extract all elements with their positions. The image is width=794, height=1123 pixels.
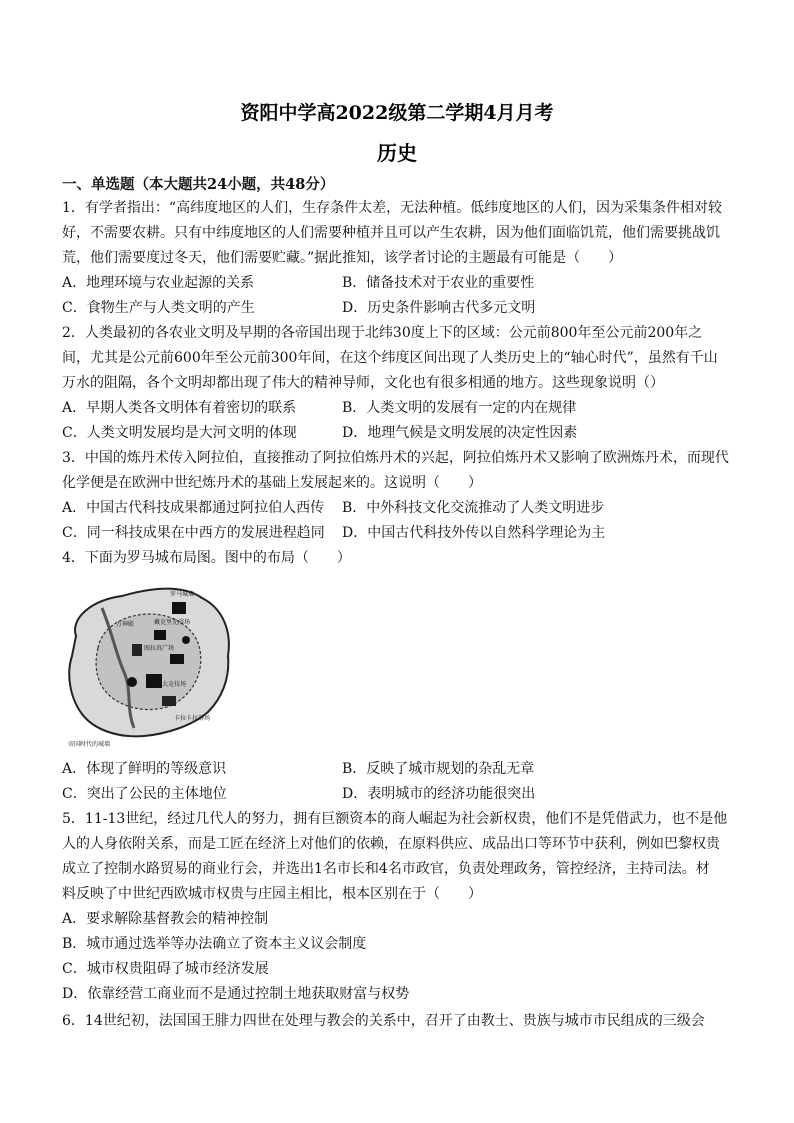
q5-option-a: A．要求解除基督教会的精神控制 [62, 911, 269, 927]
q4-stem-line: 4．下面为罗马城布局图。图中的布局（ ） [62, 550, 351, 566]
inner-city-wall [96, 614, 201, 710]
q1-stem-line: 1．有学者指出：“高纬度地区的人们，生存条件太差，无法种植。低纬度地区的人们，因为采集条件相对较 [62, 200, 723, 216]
q2-option-b: B．人类文明的发展有一定的内在规律 [342, 400, 577, 416]
q4-option-b: B．反映了城市规划的杂乱无章 [342, 761, 535, 777]
q2-option-a: A．早期人类各文明体有着密切的联系 [62, 400, 297, 416]
building-block [154, 630, 166, 640]
q2-stem-line: 间，尤其是公元前600年至公元前300年间，在这个纬度区间出现了人类历史上的“轴心时代”，虽然有千山 [62, 350, 718, 366]
q2-stem-line: 万水的阻隔，各个文明却都出现了伟大的精神导师，文化也有很多相通的地方。这些现象说明（） [62, 375, 664, 391]
building-block [162, 696, 176, 706]
q3-option-b: B．中外科技文化交流推动了人类文明进步 [342, 500, 605, 516]
q1-stem-line: 好，不需要农耕。只有中纬度地区的人们需要种植并且可以产生农耕，因为他们面临饥荒，他们需要挑战饥 [62, 225, 720, 241]
map-label: 戴克里先浴场 [154, 619, 191, 626]
q2-stem-line: 2．人类最初的各农业文明及早期的各帝国出现于北纬30度上下的区域：公元前800年至公元前200年之 [62, 325, 703, 341]
q4-option-c: C．突出了公民的主体地位 [62, 786, 227, 802]
rome-city-map [62, 578, 240, 750]
q3-option-a: A．中国古代科技成果都通过阿拉伯人西传 [62, 500, 325, 516]
q5-option-c: C．城市权贵阻碍了城市经济发展 [62, 961, 269, 977]
map-label: 万神殿 [116, 621, 135, 628]
q1-option-a: A．地理环境与农业起源的关系 [62, 275, 255, 291]
building-block [182, 636, 190, 644]
q5-stem-line: 成立了控制水路贸易的商业行会，并选出1名市长和4名市政官，负责处理政务，管控经济，主持司法。材 [62, 861, 710, 877]
building-block [132, 644, 142, 656]
exam-title: 资阳中学高2022级第二学期4月月考 [240, 102, 554, 124]
map-label: 大竞技场 [162, 681, 187, 688]
q1-option-b: B．储备技术对于农业的重要性 [342, 275, 535, 291]
q1-stem-line: 荒，他们需要度过冬天，他们需要贮藏。”据此推知，该学者讨论的主题最有可能是（ ） [62, 250, 623, 266]
q2-option-d: D．地理气候是文明发展的决定性因素 [342, 425, 578, 441]
q5-stem-line: 料反映了中世纪西欧城市权贵与庄园主相比，根本区别在于（ ） [62, 886, 482, 902]
map-label: 卡拉卡拉浴场 [174, 715, 211, 722]
building-block [146, 674, 162, 688]
q1-option-c: C．食物生产与人类文明的产生 [62, 300, 255, 316]
q5-stem-line: 5．11-13世纪，经过几代人的努力，拥有巨额资本的商人崛起为社会新权贵，他们不是凭借武力，也不是他 [62, 811, 728, 827]
q3-stem-line: 3．中国的炼丹术传入阿拉伯，直接推动了阿拉伯炼丹术的兴起，阿拉伯炼丹术又影响了欧洲炼丹术，而现代 [62, 450, 729, 466]
subject-title: 历史 [377, 141, 417, 165]
q4-option-a: A．体现了鲜明的等级意识 [62, 761, 227, 777]
section-heading: 一、单选题（本大题共24小题，共48分） [62, 176, 335, 193]
q4-option-d: D．表明城市的经济功能很突出 [342, 786, 536, 802]
map-label: 罗马城墙 [170, 591, 195, 598]
q3-option-c: C．同一科技成果在中西方的发展进程趋同 [62, 525, 325, 541]
q2-option-c: C．人类文明发展均是大河文明的体现 [62, 425, 297, 441]
building-block [172, 602, 186, 614]
map-label: 图拉真广场 [144, 645, 175, 652]
q5-stem-line: 人的人身依附关系，而是工匠在经济上对他们的依赖，在原料供应、成品出口等环节中获利，例如巴黎权贵 [62, 836, 720, 852]
map-label: 帝国时代的城墙 [68, 741, 111, 748]
q1-option-d: D．历史条件影响古代多元文明 [342, 300, 536, 316]
q6-stem-line: 6．14世纪初，法国国王腓力四世在处理与教会的关系中，召开了由教士、贵族与城市市民组成的三级会 [62, 1013, 705, 1029]
q3-option-d: D．中国古代科技外传以自然科学理论为主 [342, 525, 606, 541]
q5-option-b: B．城市通过选举等办法确立了资本主义议会制度 [62, 936, 367, 952]
building-block [170, 654, 184, 664]
q5-option-d: D．依靠经营工商业而不是通过控制土地获取财富与权势 [62, 986, 410, 1002]
building-block [127, 677, 137, 687]
q3-stem-line: 化学便是在欧洲中世纪炼丹术的基础上发展起来的。这说明（ ） [62, 475, 482, 491]
